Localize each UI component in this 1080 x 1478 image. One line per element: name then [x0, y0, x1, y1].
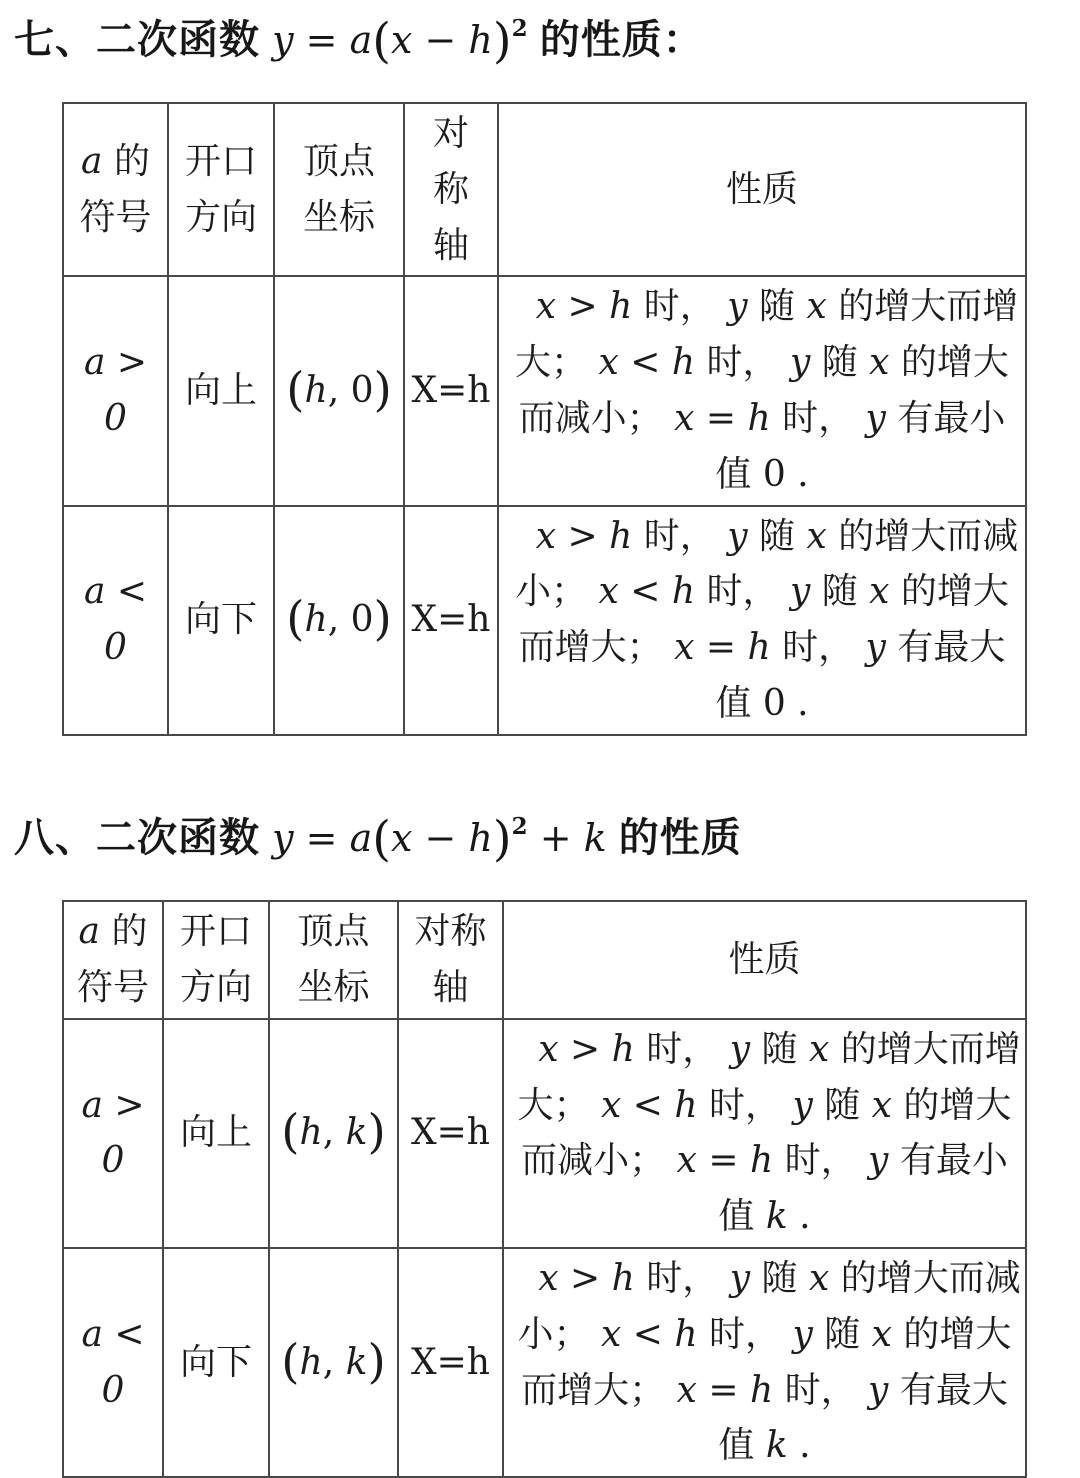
cell-direction: 向下 — [163, 1248, 269, 1477]
header-cell-a-sign: a 的 符号 — [63, 901, 163, 1019]
cell-direction: 向下 — [168, 506, 274, 735]
table-header-row — [63, 103, 1026, 276]
cell-axis: X=h — [398, 1248, 503, 1477]
cell-properties: x > h 时， y 随 x 的增大而增大； x < h 时， y 随 x 的增大而减小； x = h 时， y 有最小值 0 . — [498, 276, 1026, 505]
cell-axis: X=h — [398, 1019, 503, 1248]
section-eight — [0, 736, 1080, 1478]
quadratic-properties-table-2 — [62, 900, 1027, 1478]
header-cell-properties: 性质 — [503, 901, 1026, 1019]
header-cell-vertex: 顶点 坐标 — [269, 901, 398, 1019]
section-seven — [0, 0, 1080, 736]
header-cell-a-sign: a 的 符号 — [63, 103, 168, 276]
table-row-a-negative — [63, 506, 1026, 735]
header-cell-vertex: 顶点 坐标 — [274, 103, 404, 276]
section-seven-title: 七、二次函数 $y = a(x - h)^2$ 的性质： — [14, 12, 704, 69]
header-cell-direction: 开口 方向 — [163, 901, 269, 1019]
header-cell-axis: 对称 轴 — [398, 901, 503, 1019]
cell-a-sign: a < 0 — [63, 506, 168, 735]
table-row-a-negative — [63, 1248, 1026, 1477]
cell-axis: X=h — [404, 276, 498, 505]
cell-vertex: (h, 0) — [274, 506, 404, 735]
table-row-a-positive — [63, 276, 1026, 505]
section-eight-title: 八、二次函数 $y = a(x - h)^2 + k$ 的性质 — [14, 810, 742, 867]
header-cell-axis: 对 称 轴 — [404, 103, 498, 276]
header-cell-direction: 开口 方向 — [168, 103, 274, 276]
cell-properties: x > h 时， y 随 x 的增大而增大； x < h 时， y 随 x 的增大而减小； x = h 时， y 有最小值 k . — [503, 1019, 1026, 1248]
cell-vertex: (h, k) — [269, 1248, 398, 1477]
cell-a-sign: a > 0 — [63, 1019, 163, 1248]
cell-a-sign: a < 0 — [63, 1248, 163, 1477]
quadratic-properties-table-1 — [62, 102, 1027, 736]
cell-a-sign: a > 0 — [63, 276, 168, 505]
cell-direction: 向上 — [163, 1019, 269, 1248]
cell-direction: 向上 — [168, 276, 274, 505]
cell-axis: X=h — [404, 506, 498, 735]
cell-vertex: (h, 0) — [274, 276, 404, 505]
table-row-a-positive — [63, 1019, 1026, 1248]
cell-properties: x > h 时， y 随 x 的增大而减小； x < h 时， y 随 x 的增大而增大； x = h 时， y 有最大值 0 . — [498, 506, 1026, 735]
table-header-row — [63, 901, 1026, 1019]
header-cell-properties: 性质 — [498, 103, 1026, 276]
cell-properties: x > h 时， y 随 x 的增大而减小； x < h 时， y 随 x 的增大而增大； x = h 时， y 有最大值 k . — [503, 1248, 1026, 1477]
cell-vertex: (h, k) — [269, 1019, 398, 1248]
